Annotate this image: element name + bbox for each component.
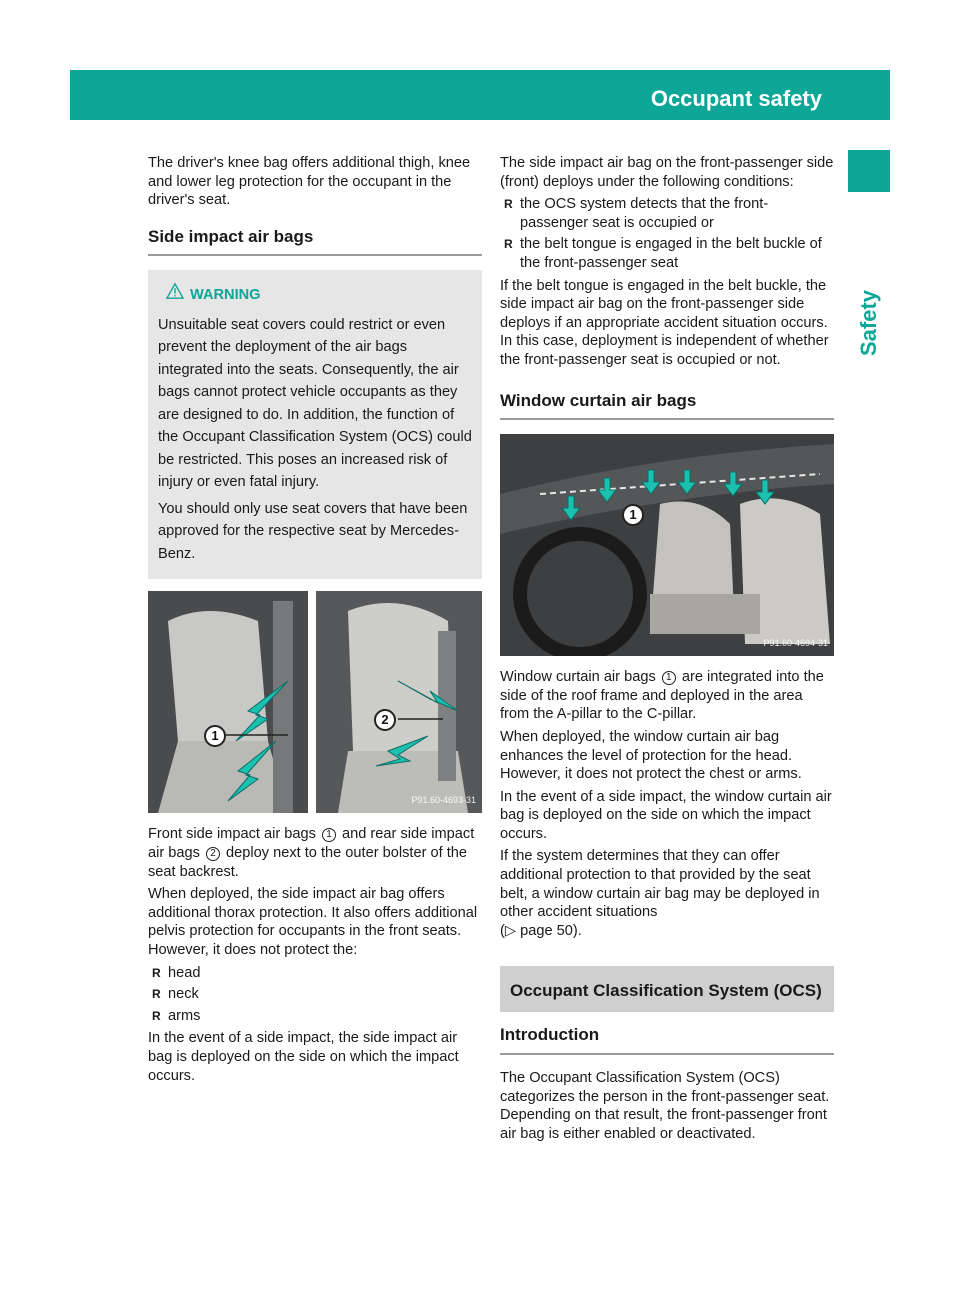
- desc-text-b: are integrated into the side of the roof frame and deployed in the area from the A-pillar to the C-pillar.: [500, 669, 824, 723]
- cabin-illustration: [500, 434, 834, 656]
- curtain-side-paragraph: In the event of a side impact, the window curtain air bag is deployed on the side on which the impact occurs.: [500, 788, 832, 842]
- front-passenger-paragraph: The side impact air bag on the front-passenger side (front) deploys under the following conditions:: [500, 155, 834, 190]
- photo-code: P91.60-4693-31: [411, 794, 476, 805]
- list-item: R neck: [148, 985, 482, 1004]
- warning-triangle-icon: [166, 282, 184, 308]
- introduction-heading: Introduction: [500, 1026, 834, 1055]
- curtain-protection-paragraph: When deployed, the window curtain air bag enhances the level of protection for the head. However, it does not protect the chest or arms.: [500, 728, 802, 783]
- right-column: [500, 154, 834, 1147]
- window-curtain-heading: Window curtain air bags: [500, 392, 834, 421]
- warning-text-2: You should only use seat covers that have been approved for the respective seat by Mercedes-Benz.: [158, 500, 468, 562]
- callout-2: 2: [374, 709, 396, 731]
- curtain-description: [500, 668, 834, 724]
- chapter-title: Occupant safety: [650, 86, 822, 111]
- callout-ref-1: 1: [662, 671, 676, 685]
- conditions-list: [500, 195, 834, 272]
- warning-box: [148, 270, 482, 579]
- thorax-paragraph: When deployed, the side impact air bag offers additional thorax protection. It also offers additional pelvis protection for occupants in the front seats. However, it does not protect the:: [148, 886, 478, 958]
- warning-text-1: Unsuitable seat covers could restrict or even prevent the deployment of the air bags integrated into the seats. Consequently, the air bags cannot protect vehicle occupants as they are designed to do. In addition, the function of the Occupant Classification System (OCS) could be restricted. This poses an increased risk of injury or even fatal injury.: [158, 316, 472, 491]
- callout-1: 1: [622, 504, 644, 526]
- callout-ref-1: 1: [322, 828, 336, 842]
- photo-code: P91.60-4694-31: [763, 637, 828, 648]
- side-impact-heading: Side impact air bags: [148, 228, 482, 257]
- curtain-other-paragraph: [500, 847, 834, 940]
- callout-1: 1: [204, 725, 226, 747]
- curtain-other-text: If the system determines that they can offer additional protection to that provided by the seat belt, a window curtain air bag may be deployed in other accident situations: [500, 848, 820, 921]
- page-reference-link[interactable]: (▷ page 50).: [500, 922, 582, 939]
- side-impact-paragraph: In the event of a side impact, the side impact air bag is deployed on the side on which the impact occurs.: [148, 1030, 459, 1084]
- list-item: R arms: [148, 1007, 482, 1026]
- desc-text-b: and rear side impact air bags: [148, 826, 475, 861]
- callout-ref-2: 2: [206, 847, 220, 861]
- seat-illustration: [148, 591, 482, 813]
- page-number: 45: [918, 89, 939, 109]
- desc-text-c: deploy next to the outer bolster of the seat backrest.: [148, 844, 468, 880]
- ocs-section-box: Occupant Classification System (OCS): [500, 966, 834, 1012]
- knee-bag-paragraph: The driver's knee bag offers additional thigh, knee and lower leg protection for the occupant in the driver's seat.: [148, 155, 471, 209]
- list-item: R head: [148, 964, 482, 983]
- section-tab-marker: [848, 150, 890, 192]
- page-header: [70, 70, 939, 120]
- side-airbag-description: [148, 825, 482, 881]
- desc-text-a: Front side impact air bags: [148, 826, 316, 843]
- belt-tongue-paragraph: If the belt tongue is engaged in the belt buckle, the side impact air bag on the front-passenger side deploys if an appropriate accident situation occurs. In this case, deployment is independent of whether the front-passenger seat is occupied or not.: [500, 277, 829, 368]
- ocs-intro-paragraph: The Occupant Classification System (OCS) categorizes the person in the front-passenger seat. Depending on that result, the front-passenger front air bag is either enabled or deactivated.: [500, 1070, 830, 1142]
- not-protected-list: [148, 964, 482, 1026]
- list-item: R the OCS system detects that the front-passenger seat is occupied or: [500, 195, 834, 232]
- list-item: R the belt tongue is engaged in the belt buckle of the front-passenger seat: [500, 235, 834, 272]
- warning-title: WARNING: [190, 286, 261, 303]
- side-airbag-photo: [148, 591, 482, 813]
- section-side-label: Safety: [856, 289, 881, 357]
- left-column: [148, 154, 482, 1089]
- desc-text-a: Window curtain air bags: [500, 669, 656, 686]
- window-curtain-photo: [500, 434, 834, 656]
- warning-header: [158, 282, 472, 308]
- header-divider: [900, 70, 903, 120]
